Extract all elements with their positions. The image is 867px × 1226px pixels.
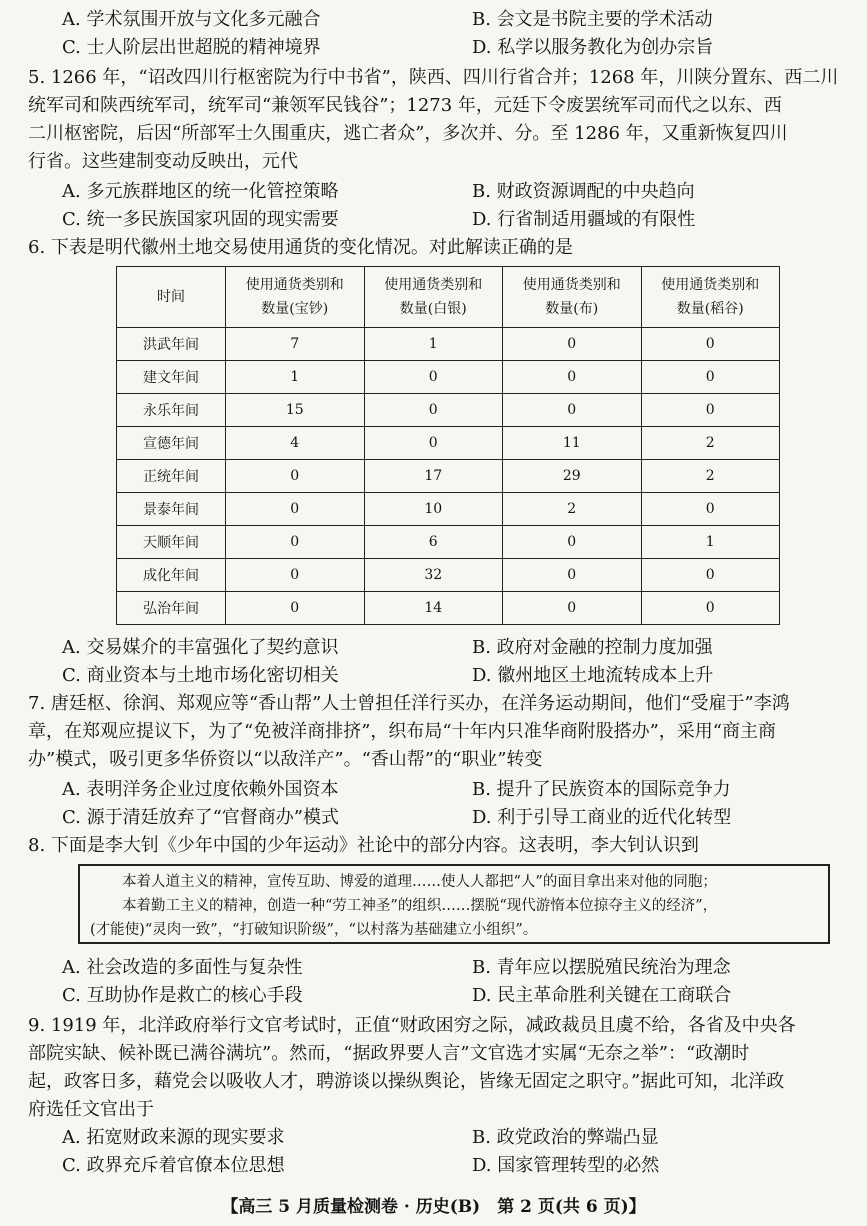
- table-cell: 4: [226, 427, 365, 460]
- quote-box: [78, 864, 830, 944]
- q6-option-a[interactable]: A. 交易媒介的丰富强化了契约意识: [62, 637, 339, 658]
- q7-line: 7. 唐廷枢、徐润、郑观应等“香山帮”人士曾担任洋行买办，在洋务运动期间，他们“受雇于”李鸿: [28, 693, 790, 714]
- header-text: 使用通货类别和: [245, 277, 344, 293]
- q8-options-row-2: [62, 982, 842, 1010]
- table-header-cell: [641, 267, 780, 328]
- q7-option-a[interactable]: A. 表明洋务企业过度依赖外国资本: [62, 779, 339, 800]
- table-cell: 0: [503, 328, 642, 361]
- q6-options-row-2: [62, 662, 842, 690]
- table-cell: 0: [641, 394, 780, 427]
- q5-option-a[interactable]: A. 多元族群地区的统一化管控策略: [62, 181, 339, 202]
- table-cell: 1: [641, 526, 780, 559]
- q6-options-row-1: [62, 634, 842, 662]
- table-cell: 正统年间: [117, 460, 226, 493]
- q8-options-row-1: [62, 954, 842, 982]
- header-text: 数量(布): [545, 301, 599, 317]
- q8-option-d[interactable]: D. 民主革命胜利关键在工商联合: [472, 985, 732, 1006]
- question-7-stem: [28, 690, 840, 774]
- header-text: 使用通货类别和: [384, 277, 483, 293]
- q4-option-b[interactable]: B. 会文是书院主要的学术活动: [472, 9, 713, 30]
- header-text: 数量(宝钞): [261, 301, 329, 317]
- table-cell: 0: [364, 361, 503, 394]
- q4-options-row-2: [62, 34, 842, 62]
- q8-option-c[interactable]: C. 互助协作是救亡的核心手段: [62, 985, 303, 1006]
- table-row: [117, 328, 780, 361]
- header-text: 数量(白银): [399, 301, 467, 317]
- table-cell: 2: [641, 460, 780, 493]
- table-cell: 0: [226, 592, 365, 625]
- table-cell: 2: [641, 427, 780, 460]
- page-footer: 【高三 5 月质量检测卷 · 历史(B) 第 2 页(共 6 页)】: [221, 1197, 646, 1217]
- table-cell: 0: [641, 559, 780, 592]
- table-cell: 7: [226, 328, 365, 361]
- table-cell: 0: [226, 559, 365, 592]
- table-cell: 0: [364, 427, 503, 460]
- q6-option-c[interactable]: C. 商业资本与土地市场化密切相关: [62, 665, 339, 686]
- q7-line: 办”模式，吸引更多华侨资以“以敌洋产”。“香山帮”的“职业”转变: [28, 749, 543, 770]
- q7-option-c[interactable]: C. 源于清廷放弃了“官督商办”模式: [62, 807, 339, 828]
- table-cell: 景泰年间: [117, 493, 226, 526]
- q4-option-a[interactable]: A. 学术氛围开放与文化多元融合: [62, 9, 321, 30]
- q5-line: 5. 1266 年，“诏改四川行枢密院为行中书省”，陕西、四川行省合并；1268 年，川陕分置东、西二川: [28, 67, 839, 88]
- question-9-stem: [28, 1012, 840, 1124]
- table-cell: 2: [503, 493, 642, 526]
- question-5-stem: [28, 64, 840, 176]
- q5-line: 统军司和陕西统军司，统军司“兼领军民钱谷”；1273 年，元廷下令废罢统军司而代之以东、西: [28, 95, 782, 116]
- quote-line: 本着人道主义的精神，宣传互助、博爱的道理……使人人都把“人”的面目拿出来对他的同胞；: [122, 874, 717, 890]
- table-cell: 洪武年间: [117, 328, 226, 361]
- q5-options-row-2: [62, 206, 842, 234]
- q5-option-c[interactable]: C. 统一多民族国家巩固的现实需要: [62, 209, 339, 230]
- table-cell: 0: [641, 592, 780, 625]
- table-cell: 10: [364, 493, 503, 526]
- q5-line: 行省。这些建制变动反映出，元代: [28, 151, 298, 172]
- q8-option-a[interactable]: A. 社会改造的多面性与复杂性: [62, 957, 303, 978]
- table-cell: 29: [503, 460, 642, 493]
- table-row: [117, 361, 780, 394]
- table-cell: 宣德年间: [117, 427, 226, 460]
- q4-option-d[interactable]: D. 私学以服务教化为创办宗旨: [472, 37, 714, 58]
- table-cell: 建文年间: [117, 361, 226, 394]
- table-row: [117, 394, 780, 427]
- q9-line: 部院实缺、候补既已满谷满坑”。然而，“据政界要人言”文官选才实属“无奈之举”：“政潮时: [28, 1043, 750, 1064]
- table-cell: 0: [503, 394, 642, 427]
- q5-option-b[interactable]: B. 财政资源调配的中央趋向: [472, 181, 695, 202]
- table-cell: 1: [364, 328, 503, 361]
- q9-line: 9. 1919 年，北洋政府举行文官考试时，正值“财政困穷之际，减政裁员且虞不给，各省及中央各: [28, 1015, 796, 1036]
- q6-option-d[interactable]: D. 徽州地区土地流转成本上升: [472, 665, 714, 686]
- table-header-cell: [503, 267, 642, 328]
- table-cell: 0: [503, 592, 642, 625]
- quote-line: 本着勤工主义的精神，创造一种“劳工神圣”的组织……摆脱“现代游惰本位掠夺主义的经济”，: [122, 898, 718, 914]
- table-header-cell: [117, 267, 226, 328]
- q7-options-row-2: [62, 804, 842, 832]
- table-row: [117, 592, 780, 625]
- q6-line: 6. 下表是明代徽州土地交易使用通货的变化情况。对此解读正确的是: [28, 237, 573, 258]
- table-row: [117, 460, 780, 493]
- quote-line: (才能使)“灵肉一致”，“打破知识阶级”，“以村落为基础建立小组织”。: [90, 922, 538, 938]
- q7-option-b[interactable]: B. 提升了民族资本的国际竞争力: [472, 779, 731, 800]
- table-header-cell: [226, 267, 365, 328]
- header-text: 使用通货类别和: [661, 277, 760, 293]
- table-cell: 11: [503, 427, 642, 460]
- table-header-cell: [364, 267, 503, 328]
- table-cell: 17: [364, 460, 503, 493]
- header-text: 数量(稻谷): [676, 301, 744, 317]
- table-cell: 0: [226, 460, 365, 493]
- q5-line: 二川枢密院，后因“所部军士久围重庆，逃亡者众”，多次并、分。至 1286 年，又重新恢复四川: [28, 123, 788, 144]
- table-cell: 成化年间: [117, 559, 226, 592]
- table-cell: 14: [364, 592, 503, 625]
- q9-option-c[interactable]: C. 政界充斥着官僚本位思想: [62, 1155, 285, 1176]
- q9-options-row-1: [62, 1124, 842, 1152]
- table-cell: 0: [641, 328, 780, 361]
- q5-options-row-1: [62, 178, 842, 206]
- table-cell: 32: [364, 559, 503, 592]
- table-row: [117, 493, 780, 526]
- table-cell: 0: [226, 526, 365, 559]
- table-cell: 15: [226, 394, 365, 427]
- table-cell: 0: [364, 394, 503, 427]
- question-6-stem: [28, 234, 840, 262]
- q8-line: 8. 下面是李大钊《少年中国的少年运动》社论中的部分内容。这表明，李大钊认识到: [28, 835, 699, 856]
- table-cell: 永乐年间: [117, 394, 226, 427]
- table-cell: 0: [503, 559, 642, 592]
- q4-options-row-1: [62, 6, 842, 34]
- q4-option-c[interactable]: C. 士人阶层出世超脱的精神境界: [62, 37, 321, 58]
- table-row: [117, 526, 780, 559]
- q5-option-d[interactable]: D. 行省制适用疆域的有限性: [472, 209, 696, 230]
- table-cell: 0: [503, 526, 642, 559]
- table-header-row: [117, 267, 780, 328]
- table-row: [117, 427, 780, 460]
- table-row: [117, 559, 780, 592]
- table-cell: 1: [226, 361, 365, 394]
- header-text: 使用通货类别和: [522, 277, 621, 293]
- q8-option-b[interactable]: B. 青年应以摆脱殖民统治为理念: [472, 957, 731, 978]
- q9-option-b[interactable]: B. 政党政治的弊端凸显: [472, 1127, 659, 1148]
- q9-option-a[interactable]: A. 拓宽财政来源的现实要求: [62, 1127, 285, 1148]
- q9-options-row-2: [62, 1152, 842, 1180]
- q7-option-d[interactable]: D. 利于引导工商业的近代化转型: [472, 807, 732, 828]
- table-cell: 0: [641, 493, 780, 526]
- q7-line: 章，在郑观应提议下，为了“免被洋商排挤”，织布局“十年内只准华商附股搭办”，采用“商主商: [28, 721, 777, 742]
- q9-option-d[interactable]: D. 国家管理转型的必然: [472, 1155, 660, 1176]
- table-cell: 6: [364, 526, 503, 559]
- q6-option-b[interactable]: B. 政府对金融的控制力度加强: [472, 637, 713, 658]
- question-8-stem: [28, 832, 840, 860]
- q9-line: 府选任文官出于: [28, 1099, 154, 1120]
- header-text: 时间: [157, 289, 185, 305]
- table-cell: 弘治年间: [117, 592, 226, 625]
- table-cell: 0: [226, 493, 365, 526]
- q7-options-row-1: [62, 776, 842, 804]
- q9-line: 起，政客日多，藉党会以吸收人才，聘游谈以操纵舆论，皆缘无固定之职守。”据此可知，北洋政: [28, 1071, 785, 1092]
- table-cell: 0: [503, 361, 642, 394]
- table-cell: 天顺年间: [117, 526, 226, 559]
- currency-table: [116, 266, 780, 625]
- table-cell: 0: [641, 361, 780, 394]
